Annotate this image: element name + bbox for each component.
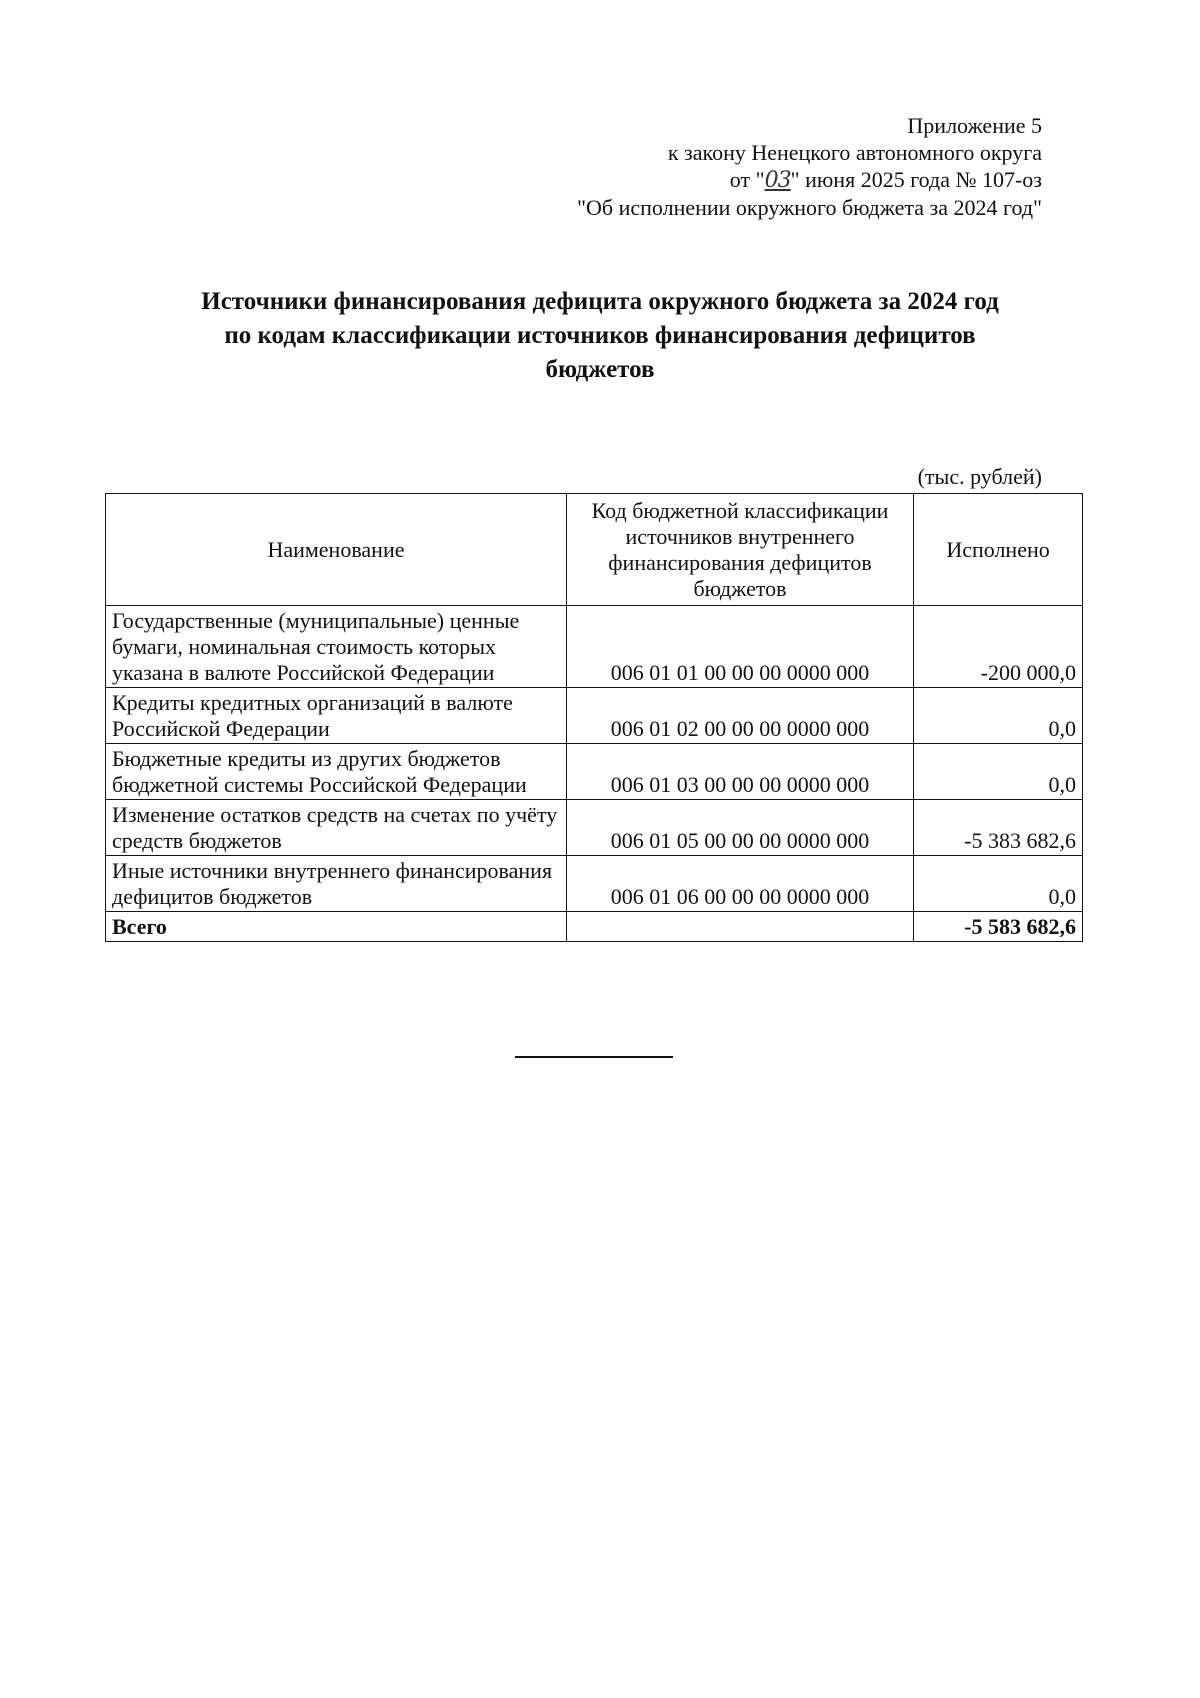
- total-executed: -5 583 682,6: [914, 912, 1083, 942]
- total-row: [106, 912, 1083, 942]
- row-name: Государственные (муниципальные) ценные бумаги, номинальная стоимость которых указана в валюте Российской Федерации: [106, 606, 567, 688]
- column-header-name: Наименование: [106, 494, 567, 606]
- total-code: [566, 912, 913, 942]
- appendix-number: Приложение 5: [907, 113, 1042, 138]
- table-row: [106, 688, 1083, 744]
- column-header-executed: Исполнено: [914, 494, 1083, 606]
- law-date-line: [577, 166, 1042, 194]
- law-title: "Об исполнении окружного бюджета за 2024 год": [577, 195, 1042, 220]
- date-prefix: от ": [729, 167, 765, 192]
- table-header-row: [106, 494, 1083, 606]
- handwritten-day: 03: [764, 168, 791, 193]
- row-executed: 0,0: [914, 856, 1083, 912]
- law-reference: к закону Ненецкого автономного округа: [667, 140, 1042, 165]
- table-row: [106, 606, 1083, 688]
- title-line-2: по кодам классификации источников финансирования дефицитов: [224, 322, 976, 349]
- row-name: Изменение остатков средств на счетах по учёту средств бюджетов: [106, 800, 567, 856]
- title-line-1: Источники финансирования дефицита окружного бюджета за 2024 год: [201, 288, 999, 315]
- document-title: [100, 285, 1100, 387]
- date-suffix: " июня 2025 года № 107-оз: [790, 167, 1042, 192]
- table-row: [106, 800, 1083, 856]
- row-executed: 0,0: [914, 744, 1083, 800]
- row-name: Кредиты кредитных организаций в валюте Российской Федерации: [106, 688, 567, 744]
- row-executed: -5 383 682,6: [914, 800, 1083, 856]
- title-line-3: бюджетов: [545, 356, 655, 383]
- table-row: [106, 744, 1083, 800]
- table-row: [106, 856, 1083, 912]
- row-code: 006 01 05 00 00 00 0000 000: [566, 800, 913, 856]
- closing-divider: [515, 1056, 673, 1058]
- row-code: 006 01 03 00 00 00 0000 000: [566, 744, 913, 800]
- row-name: Бюджетные кредиты из других бюджетов бюджетной системы Российской Федерации: [106, 744, 567, 800]
- row-code: 006 01 02 00 00 00 0000 000: [566, 688, 913, 744]
- financing-sources-table: [105, 493, 1083, 942]
- column-header-code: Код бюджетной классификации источников внутреннего финансирования дефицитов бюджетов: [566, 494, 913, 606]
- row-executed: -200 000,0: [914, 606, 1083, 688]
- row-code: 006 01 06 00 00 00 0000 000: [566, 856, 913, 912]
- appendix-header: [577, 112, 1042, 221]
- row-name: Иные источники внутреннего финансирования дефицитов бюджетов: [106, 856, 567, 912]
- row-executed: 0,0: [914, 688, 1083, 744]
- row-code: 006 01 01 00 00 00 0000 000: [566, 606, 913, 688]
- total-label: Всего: [106, 912, 567, 942]
- units-label: (тыс. рублей): [917, 464, 1042, 489]
